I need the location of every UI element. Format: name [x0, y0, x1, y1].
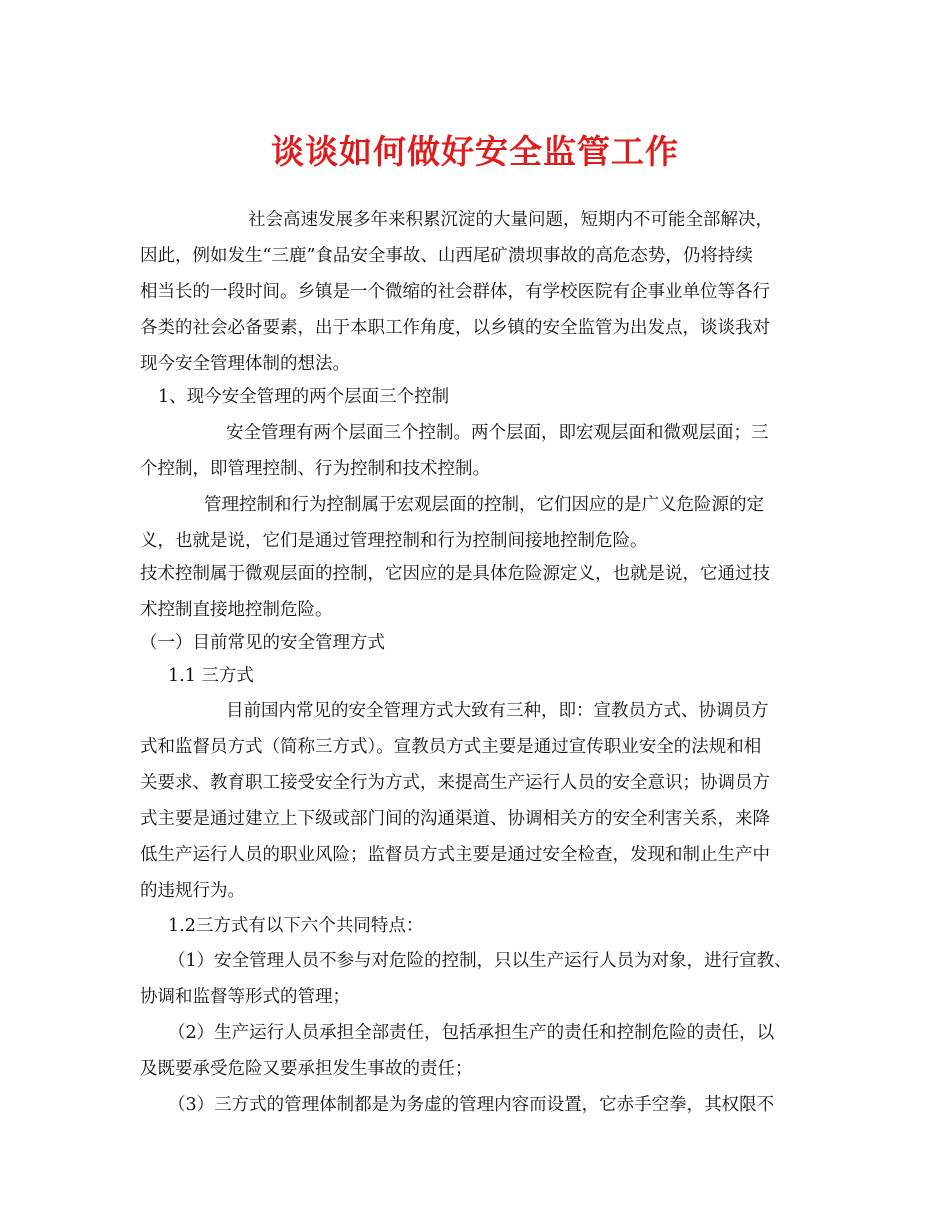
paragraph-line: 技术控制属于微观层面的控制，它因应的是具体危险源定义，也就是说，它通过技	[140, 564, 770, 584]
paragraph-line: 式和监督员方式（简称三方式）。宣教员方式主要是通过宣传职业安全的法规和相	[140, 737, 762, 757]
list-item-line: （1）安全管理人员不参与对危险的控制，只以生产运行人员为对象，进行宣教、	[168, 951, 792, 971]
paragraph-line: 术控制直接地控制危险。	[140, 600, 333, 620]
list-item-line: （2）生产运行人员承担全部责任，包括承担生产的责任和控制危险的责任，以	[168, 1023, 775, 1043]
paragraph-line: 相当长的一段时间。乡镇是一个微缩的社会群体，有学校医院有企事业单位等各行	[140, 282, 770, 302]
paragraph-line: 式主要是通过建立上下级或部门间的沟通渠道、协调相关方的安全利害关系，来降	[140, 809, 770, 829]
paragraph-line: 安全管理有两个层面三个控制。两个层面，即宏观层面和微观层面；三	[226, 423, 769, 443]
paragraph-line: 关要求、教育职工接受安全行为方式，来提高生产运行人员的安全意识；协调员方	[140, 773, 770, 793]
section-heading: 1、现今安全管理的两个层面三个控制	[158, 387, 450, 407]
paragraph-line: 低生产运行人员的职业风险；监督员方式主要是通过安全检查，发现和制止生产中	[140, 845, 770, 865]
subsection-heading: 1.1 三方式	[168, 666, 254, 686]
paragraph-line: 各类的社会必备要素，出于本职工作角度，以乡镇的安全监管为出发点，谈谈我对	[140, 318, 770, 338]
paragraph-line: 个控制，即管理控制、行为控制和技术控制。	[140, 459, 490, 479]
list-item-line: 协调和监督等形式的管理；	[140, 987, 350, 1007]
list-item-line: （3）三方式的管理体制都是为务虚的管理内容而设置，它赤手空拳，其权限不	[168, 1095, 775, 1115]
document-title: 谈谈如何做好安全监管工作	[271, 132, 679, 171]
paragraph-line: 管理控制和行为控制属于宏观层面的控制，它们因应的是广义危险源的定	[204, 495, 764, 515]
paragraph-line: 义，也就是说，它们是通过管理控制和行为控制间接地控制危险。	[140, 531, 648, 551]
paragraph-line: 因此，例如发生“三鹿”食品安全事故、山西尾矿溃坝事故的高危态势，仍将持续	[140, 246, 753, 266]
subsection-heading: 1.2三方式有以下六个共同特点：	[168, 916, 424, 936]
paragraph-line: 的违规行为。	[140, 881, 245, 901]
section-heading: （一）目前常见的安全管理方式	[140, 633, 385, 653]
paragraph-line: 现今安全管理体制的想法。	[140, 354, 350, 374]
list-item-line: 及既要承受危险又要承担发生事故的责任；	[140, 1059, 473, 1079]
paragraph-line: 目前国内常见的安全管理方式大致有三种，即：宣教员方式、协调员方	[226, 701, 769, 721]
paragraph-line: 社会高速发展多年来积累沉淀的大量问题，短期内不可能全部解决，	[248, 210, 773, 230]
